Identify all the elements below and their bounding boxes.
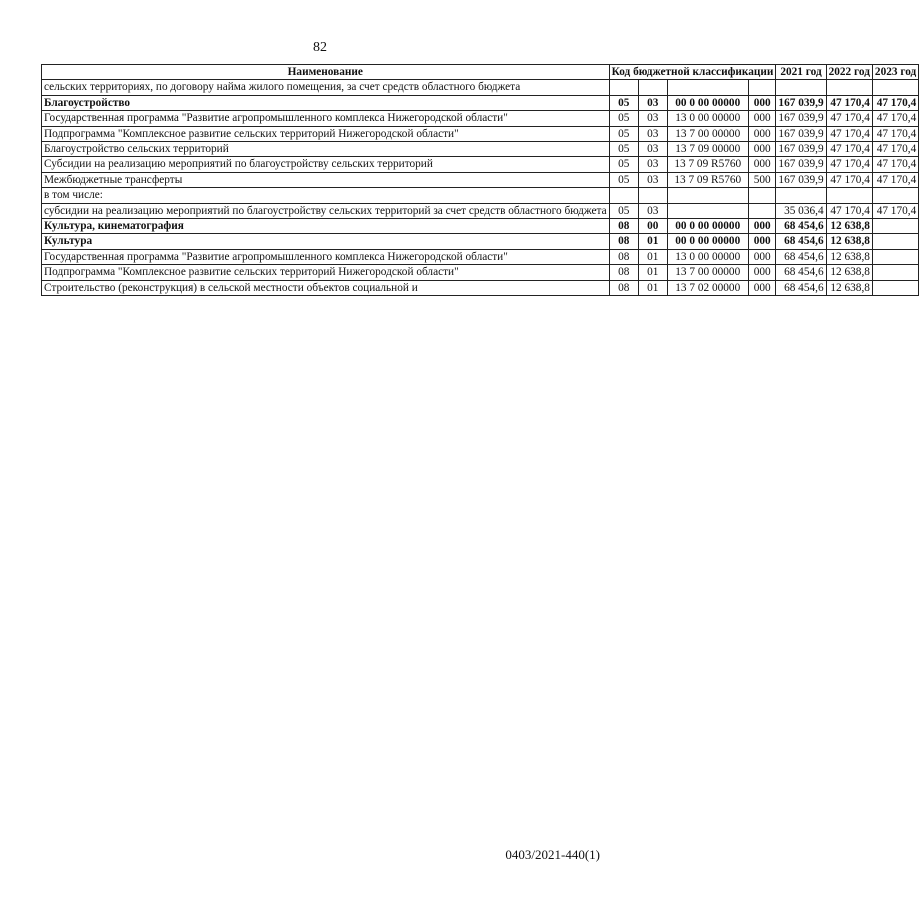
header-name: Наименование — [42, 65, 610, 80]
code-expense-type — [748, 203, 775, 218]
code-section: 08 — [609, 249, 638, 264]
code-expense-type: 000 — [748, 219, 775, 234]
table-row — [42, 219, 919, 234]
amount-2023 — [872, 188, 918, 203]
code-section: 05 — [609, 157, 638, 172]
code-section: 05 — [609, 111, 638, 126]
code-target: 00 0 00 00000 — [667, 234, 748, 249]
table-row — [42, 203, 919, 218]
code-subsection: 03 — [638, 95, 667, 110]
code-expense-type: 000 — [748, 111, 775, 126]
row-name: Государственная программа "Развитие агропромышленного комплекса Нижегородской области" — [42, 249, 610, 264]
row-name: Благоустройство — [42, 95, 610, 110]
row-name: Культура — [42, 234, 610, 249]
amount-2022: 12 638,8 — [826, 219, 872, 234]
code-target — [667, 80, 748, 95]
amount-2023 — [872, 265, 918, 280]
amount-2022: 12 638,8 — [826, 265, 872, 280]
code-target: 00 0 00 00000 — [667, 95, 748, 110]
table-row — [42, 157, 919, 172]
amount-2022: 47 170,4 — [826, 203, 872, 218]
amount-2021: 167 039,9 — [776, 126, 826, 141]
code-subsection: 01 — [638, 234, 667, 249]
code-expense-type: 000 — [748, 280, 775, 295]
code-expense-type: 000 — [748, 126, 775, 141]
page-number: 82 — [313, 40, 327, 55]
code-target: 13 7 09 00000 — [667, 142, 748, 157]
code-subsection: 03 — [638, 111, 667, 126]
table-row — [42, 249, 919, 264]
amount-2022: 12 638,8 — [826, 234, 872, 249]
table-row — [42, 234, 919, 249]
code-expense-type: 000 — [748, 249, 775, 264]
code-subsection: 01 — [638, 249, 667, 264]
code-target — [667, 188, 748, 203]
code-target: 00 0 00 00000 — [667, 219, 748, 234]
code-subsection: 03 — [638, 157, 667, 172]
code-subsection: 03 — [638, 203, 667, 218]
row-name: Культура, кинематография — [42, 219, 610, 234]
row-name: в том числе: — [42, 188, 610, 203]
table-row — [42, 111, 919, 126]
amount-2022: 47 170,4 — [826, 172, 872, 187]
code-expense-type: 000 — [748, 265, 775, 280]
amount-2021: 167 039,9 — [776, 172, 826, 187]
amount-2021: 167 039,9 — [776, 142, 826, 157]
header-2023: 2023 год — [872, 65, 918, 80]
amount-2023 — [872, 80, 918, 95]
amount-2021: 167 039,9 — [776, 95, 826, 110]
amount-2023 — [872, 234, 918, 249]
code-expense-type: 000 — [748, 157, 775, 172]
header-2021: 2021 год — [776, 65, 826, 80]
amount-2022: 47 170,4 — [826, 111, 872, 126]
amount-2021: 68 454,6 — [776, 280, 826, 295]
amount-2023 — [872, 280, 918, 295]
amount-2021 — [776, 188, 826, 203]
code-section: 08 — [609, 219, 638, 234]
amount-2021: 167 039,9 — [776, 157, 826, 172]
amount-2023: 47 170,4 — [872, 111, 918, 126]
code-section: 08 — [609, 234, 638, 249]
amount-2023: 47 170,4 — [872, 95, 918, 110]
amount-2023: 47 170,4 — [872, 126, 918, 141]
row-name: Межбюджетные трансферты — [42, 172, 610, 187]
code-subsection: 01 — [638, 280, 667, 295]
code-target: 13 7 00 00000 — [667, 126, 748, 141]
code-target: 13 0 00 00000 — [667, 249, 748, 264]
amount-2021: 35 036,4 — [776, 203, 826, 218]
code-section: 05 — [609, 172, 638, 187]
amount-2022 — [826, 188, 872, 203]
table-row — [42, 188, 919, 203]
table-row — [42, 172, 919, 187]
code-expense-type — [748, 188, 775, 203]
code-subsection: 01 — [638, 265, 667, 280]
code-target: 13 0 00 00000 — [667, 111, 748, 126]
header-code: Код бюджетной классификации — [609, 65, 776, 80]
amount-2023: 47 170,4 — [872, 157, 918, 172]
row-name: Подпрограмма "Комплексное развитие сельских территорий Нижегородской области" — [42, 126, 610, 141]
row-name: Подпрограмма "Комплексное развитие сельских территорий Нижегородской области" — [42, 265, 610, 280]
amount-2021: 68 454,6 — [776, 249, 826, 264]
table-row — [42, 95, 919, 110]
amount-2022: 47 170,4 — [826, 126, 872, 141]
code-section — [609, 80, 638, 95]
amount-2023 — [872, 249, 918, 264]
amount-2022: 47 170,4 — [826, 142, 872, 157]
code-expense-type — [748, 80, 775, 95]
row-name: Субсидии на реализацию мероприятий по благоустройству сельских территорий — [42, 157, 610, 172]
amount-2022: 47 170,4 — [826, 95, 872, 110]
row-name: сельских территориях, по договору найма жилого помещения, за счет средств областного бюджета — [42, 80, 610, 95]
table-row — [42, 280, 919, 295]
code-subsection: 00 — [638, 219, 667, 234]
code-subsection: 03 — [638, 126, 667, 141]
code-target: 13 7 02 00000 — [667, 280, 748, 295]
budget-table — [41, 64, 919, 296]
code-section: 05 — [609, 95, 638, 110]
amount-2023: 47 170,4 — [872, 142, 918, 157]
amount-2022: 47 170,4 — [826, 157, 872, 172]
code-section: 08 — [609, 280, 638, 295]
header-2022: 2022 год — [826, 65, 872, 80]
amount-2021 — [776, 80, 826, 95]
code-expense-type: 000 — [748, 234, 775, 249]
code-target: 13 7 09 R5760 — [667, 157, 748, 172]
amount-2023: 47 170,4 — [872, 172, 918, 187]
amount-2023 — [872, 219, 918, 234]
amount-2021: 68 454,6 — [776, 265, 826, 280]
amount-2021: 68 454,6 — [776, 219, 826, 234]
header-row — [42, 65, 919, 80]
code-target — [667, 203, 748, 218]
amount-2022: 12 638,8 — [826, 249, 872, 264]
code-subsection — [638, 80, 667, 95]
code-subsection: 03 — [638, 172, 667, 187]
code-section: 08 — [609, 265, 638, 280]
row-name: Государственная программа "Развитие агропромышленного комплекса Нижегородской области" — [42, 111, 610, 126]
code-subsection: 03 — [638, 142, 667, 157]
amount-2021: 68 454,6 — [776, 234, 826, 249]
code-section: 05 — [609, 142, 638, 157]
table-row — [42, 80, 919, 95]
row-name: Строительство (реконструкция) в сельской местности объектов социальной и — [42, 280, 610, 295]
code-subsection — [638, 188, 667, 203]
code-expense-type: 500 — [748, 172, 775, 187]
table-row — [42, 142, 919, 157]
code-target: 13 7 09 R5760 — [667, 172, 748, 187]
amount-2022 — [826, 80, 872, 95]
code-expense-type: 000 — [748, 95, 775, 110]
code-section — [609, 188, 638, 203]
code-expense-type: 000 — [748, 142, 775, 157]
row-name: субсидии на реализацию мероприятий по благоустройству сельских территорий за счет средств областного бюджета — [42, 203, 610, 218]
amount-2023: 47 170,4 — [872, 203, 918, 218]
table-row — [42, 126, 919, 141]
document-code: 0403/2021-440(1) — [505, 847, 600, 862]
code-target: 13 7 00 00000 — [667, 265, 748, 280]
amount-2021: 167 039,9 — [776, 111, 826, 126]
code-section: 05 — [609, 126, 638, 141]
row-name: Благоустройство сельских территорий — [42, 142, 610, 157]
table-row — [42, 265, 919, 280]
amount-2022: 12 638,8 — [826, 280, 872, 295]
code-section: 05 — [609, 203, 638, 218]
